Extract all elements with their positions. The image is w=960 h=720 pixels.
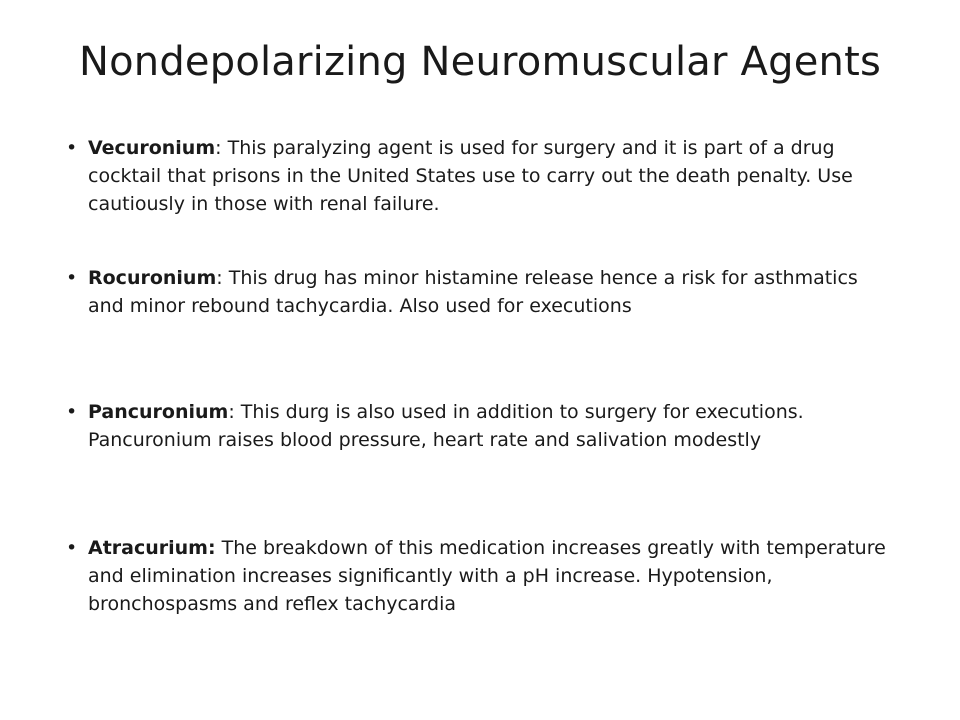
bullet-marker: • — [66, 267, 78, 289]
slide-title: Nondepolarizing Neuromuscular Agents — [78, 39, 881, 85]
bullet-marker: • — [66, 137, 78, 159]
drug-name: Vecuronium — [88, 137, 216, 159]
drug-name: Atracurium: — [88, 537, 216, 559]
drug-name: Pancuronium — [88, 401, 229, 423]
bullet-marker: • — [66, 401, 78, 423]
bullet-marker: • — [66, 537, 78, 559]
drug-description: The breakdown of this medication increases greatly with temperature and elimination increases significantly with a pH increase. Hypotension, bronchospasms and reflex tachycardia — [88, 537, 886, 615]
drug-name: Rocuronium — [88, 267, 217, 289]
bullet-text — [88, 534, 898, 618]
drug-description: : This drug has minor histamine release hence a risk for asthmatics and minor rebound tachycardia. Also used for executions — [88, 267, 858, 317]
bullet-text — [88, 398, 898, 454]
drug-description: : This paralyzing agent is used for surgery and it is part of a drug cocktail that prisons in the United States use to carry out the death penalty. Use cautiously in those with renal failure. — [88, 137, 853, 215]
bullet-text — [88, 134, 898, 218]
bullet-text — [88, 264, 898, 320]
drug-description: : This durg is also used in addition to surgery for executions. Pancuronium raises blood pressure, heart rate and salivation modestly — [88, 401, 804, 451]
